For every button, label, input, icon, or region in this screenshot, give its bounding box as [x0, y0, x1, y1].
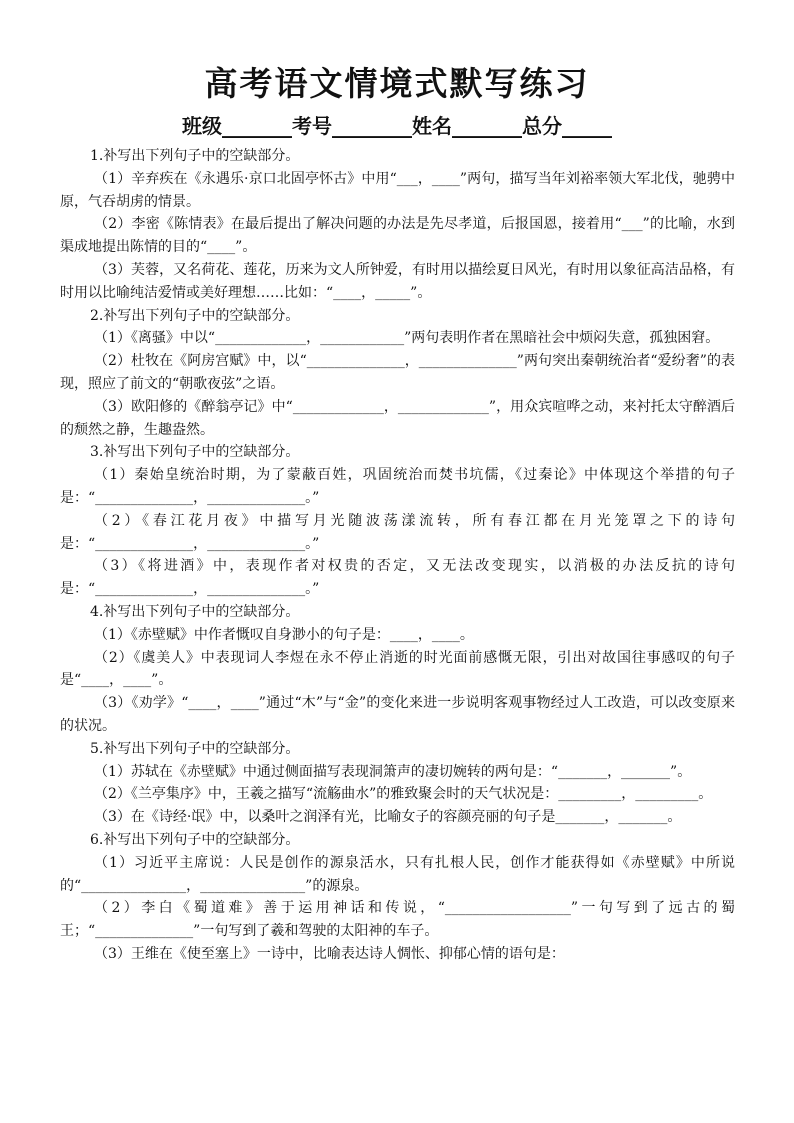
question-subitem: （2）《春江花月夜》中描写月光随波荡漾流转，所有春江都在月光笼罩之下的诗句是：“______________，______________。” [60, 512, 735, 552]
question-subitem: （1）习近平主席说：人民是创作的源泉活水，只有扎根人民，创作才能获得如《赤壁赋》中所说的“_______________，_______________”的源泉。 [60, 854, 735, 894]
question-subitem: （3）在《诗经·氓》中，以桑叶之润泽有光，比喻女子的容颜亮丽的句子是_______，_______。 [94, 809, 682, 826]
question-subitem: （3）《将进酒》中，表现作者对权贵的否定，又无法改变现实，以消极的办法反抗的诗句是：“______________，______________。” [60, 558, 735, 598]
page-title: 高考语文情境式默写练习 [204, 64, 590, 103]
question-list [60, 145, 735, 966]
question-heading: 6.补写出下列句子中的空缺部分。 [90, 831, 300, 848]
question-subitem: （2）《虞美人》中表现词人李煜在永不停止消逝的时光面前感慨无限，引出对故国往事感叹的句子是“____，____”。 [60, 649, 735, 689]
question-subitem: （3）欧阳修的《醉翁亭记》中“_____________，_____________”，用众宾喧哗之动，来衬托太守醉酒后的颓然之静，生趣盎然。 [60, 398, 735, 438]
question-subitem: （3）王维在《使至塞上》一诗中，比喻表达诗人惆怅、抑郁心情的语句是： [94, 945, 565, 962]
question-subitem: （1）《离骚》中以“_____________，____________”两句表明作者在黑暗社会中烦闷失意，孤独困窘。 [94, 330, 720, 347]
question-subitem: （2）《兰亭集序》中，王羲之描写“流觞曲水”的雅致聚会时的天气状况是：_________，_________。 [94, 786, 713, 803]
question-subitem: （2）李密《陈情表》在最后提出了解决问题的办法是先尽孝道，后报国恩，接着用“___”的比喻，水到渠成地提出陈情的目的“____”。 [60, 216, 735, 256]
student-info-line: 班级_______考号________姓名_______总分_____ [182, 114, 612, 138]
question-subitem: （3）芙蓉，又名荷花、莲花，历来为文人所钟爱，有时用以描绘夏日风光，有时用以象征高洁品格，有时用以比喻纯洁爱情或美好理想……比如：“____，_____”。 [60, 261, 735, 301]
question-heading: 1.补写出下列句子中的空缺部分。 [90, 148, 300, 164]
question-heading: 3.补写出下列句子中的空缺部分。 [90, 444, 300, 461]
question-subitem: （2）李白《蜀道难》善于运用神话和传说，“__________________”一句写到了远古的蜀王；“______________”一句写到了羲和驾驶的太阳神的车子。 [60, 900, 735, 940]
question-subitem: （1）辛弃疾在《永遇乐·京口北固亭怀古》中用“___，____”两句，描写当年刘裕率领大军北伐，驰骋中原，气吞胡虏的情景。 [60, 170, 735, 210]
question-subitem: （1）《赤壁赋》中作者慨叹自身渺小的句子是：____，____。 [94, 626, 474, 643]
question-subitem: （1）秦始皇统治时期，为了蒙蔽百姓，巩固统治而焚书坑儒，《过秦论》中体现这个举措的句子是：“______________，______________。” [60, 467, 735, 506]
question-heading: 2.补写出下列句子中的空缺部分。 [90, 307, 300, 324]
question-heading: 4.补写出下列句子中的空缺部分。 [90, 603, 300, 620]
question-heading: 5.补写出下列句子中的空缺部分。 [90, 740, 300, 757]
question-subitem: （3）《劝学》“____，____”通过“木”与“金”的变化来进一步说明客观事物经过人工改造，可以改变原来的状况。 [60, 695, 735, 734]
question-subitem: （1）苏轼在《赤壁赋》中通过侧面描写表现洞箫声的凄切婉转的两句是：“_______，_______”。 [94, 763, 692, 780]
question-subitem: （2）杜牧在《阿房宫赋》中，以“______________，______________”两句突出秦朝统治者“爱纷奢”的表现，照应了前文的“朝歌夜弦”之语。 [60, 353, 735, 392]
